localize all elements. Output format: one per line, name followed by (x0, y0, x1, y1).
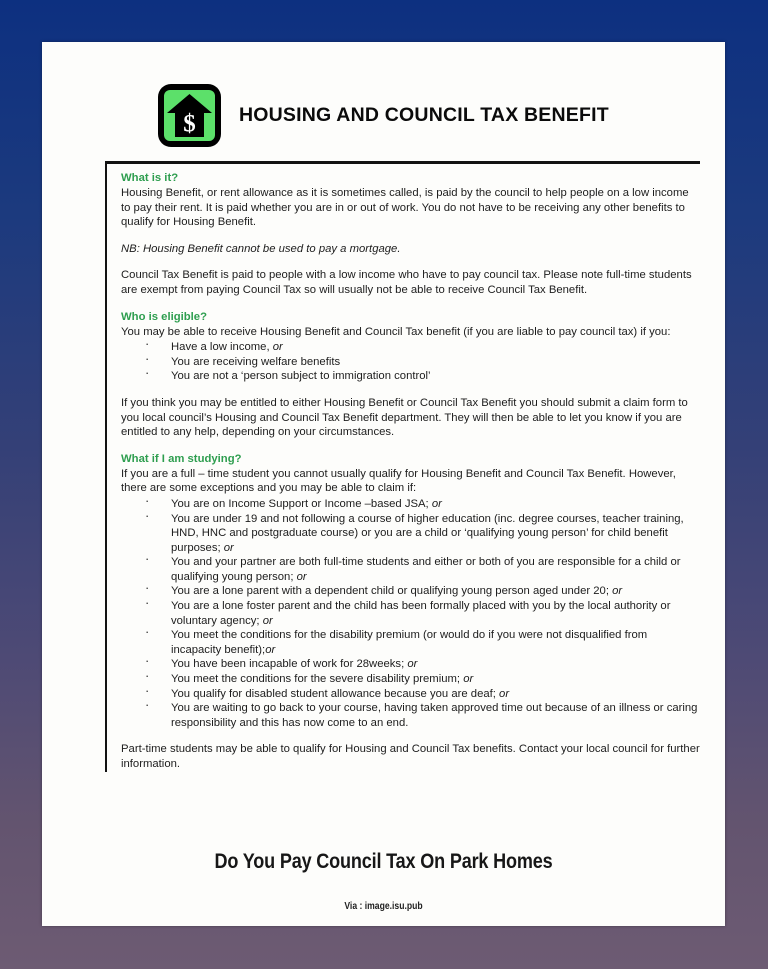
list-item: · You meet the conditions for the disability premium (or would do if you were not disqualified from incapacity benefit);or (121, 628, 700, 657)
list-item: · You are a lone foster parent and the child has been formally placed with you by the local authority or voluntary agency; or (121, 599, 700, 628)
list-item: · You are waiting to go back to your course, having taken approved time out because of an illness or caring responsibility and this has now come to an end. (121, 701, 700, 730)
list-item: · You qualify for disabled student allowance because you are deaf; or (121, 687, 700, 702)
list-item: · Have a low income, or (121, 340, 700, 355)
paragraph: Part-time students may be able to qualify for Housing and Council Tax benefits. Contact your local council for further information. (121, 743, 700, 770)
paragraph: Council Tax Benefit is paid to people with a low income who have to pay council tax. Please note full-time students are exempt from paying Council Tax so will usually not be able to receive Council Tax Benefit. (121, 269, 692, 296)
document-header (42, 69, 725, 161)
list-item: · You are receiving welfare benefits (121, 355, 700, 370)
paragraph: If you think you may be entitled to either Housing Benefit or Council Tax Benefit you should submit a claim form to you local council’s Housing and Council Tax Benefit department. They will then be able to let you know if you are entitled to any help, depending on your circumstances. (121, 396, 688, 439)
list-item: · You are on Income Support or Income –based JSA; or (121, 497, 700, 512)
section-heading: Who is eligible? (121, 310, 207, 323)
page-title: HOUSING AND COUNCIL TAX BENEFIT (239, 103, 609, 126)
list-item: · You are not a ‘person subject to immigration control’ (121, 369, 700, 384)
paragraph-note: NB: Housing Benefit cannot be used to pay a mortgage. (121, 242, 401, 255)
section-who-is-eligible (121, 310, 700, 440)
paragraph: Housing Benefit, or rent allowance as it is sometimes called, is paid by the council to help people on a low income to pay their rent. It is paid whether you are in or out of work. You do not have to be receiving any other benefits to qualify for Housing Benefit. (121, 187, 689, 229)
paragraph: You may be able to receive Housing Benefit and Council Tax benefit (if you are liable to pay council tax) if you: (121, 325, 671, 338)
list-item: · You are under 19 and not following a course of higher education (inc. degree courses, teacher training, HND, HNC and postgraduate course) or you are a child or ‘qualifying young person’ for child benefit purposes; or (121, 512, 700, 556)
section-what-if-studying (121, 452, 700, 772)
eligibility-list (121, 340, 700, 384)
house-dollar-icon (158, 84, 221, 147)
list-item: · You are a lone parent with a dependent child or qualifying young person aged under 20; or (121, 584, 700, 599)
document-body (105, 161, 700, 772)
section-what-is-it (121, 171, 700, 298)
section-heading: What is it? (121, 172, 179, 184)
caption-source: Via : image.isu.pub (344, 900, 423, 912)
studying-exceptions-list (121, 497, 700, 731)
logo-house-glyph (164, 90, 215, 141)
list-item: · You meet the conditions for the severe disability premium; or (121, 672, 700, 687)
list-item: · You and your partner are both full-time students and either or both of you are responsible for a child or qualifying young person; or (121, 555, 700, 584)
paragraph: If you are a full – time student you cannot usually qualify for Housing Benefit and Council Tax Benefit. However, there are some exceptions and you may be able to claim if: (121, 467, 676, 495)
list-item: · You have been incapable of work for 28weeks; or (121, 657, 700, 672)
document-card (42, 42, 725, 926)
section-heading: What if I am studying? (121, 452, 242, 465)
svg-text:$: $ (183, 110, 196, 138)
caption-title: Do You Pay Council Tax On Park Homes (214, 850, 553, 873)
